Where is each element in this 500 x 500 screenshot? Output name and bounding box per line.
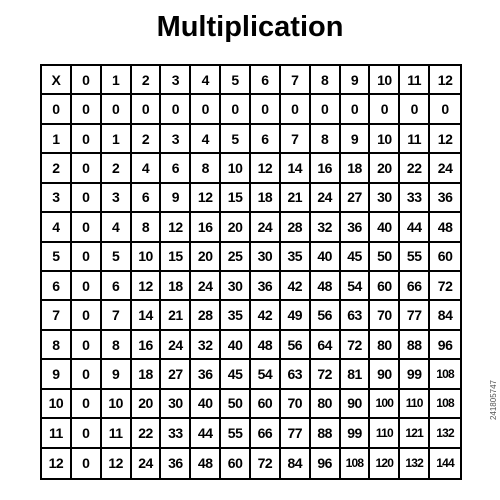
table-cell: 6	[102, 272, 132, 301]
table-cell: 90	[370, 360, 400, 389]
corner-cell: X	[42, 66, 72, 95]
row-header-cell: 9	[42, 360, 72, 389]
table-cell: 40	[221, 331, 251, 360]
table-cell: 15	[221, 184, 251, 213]
table-cell: 0	[400, 95, 430, 124]
table-cell: 0	[191, 95, 221, 124]
table-cell: 33	[400, 184, 430, 213]
table-cell: 77	[400, 301, 430, 330]
table-cell: 42	[251, 301, 281, 330]
table-cell: 72	[311, 360, 341, 389]
table-cell: 84	[281, 449, 311, 478]
table-cell: 30	[370, 184, 400, 213]
table-cell: 4	[102, 213, 132, 242]
header-cell: 10	[370, 66, 400, 95]
table-cell: 66	[251, 419, 281, 448]
table-cell: 144	[436, 456, 454, 471]
table-cell: 45	[221, 360, 251, 389]
table-cell: 21	[161, 301, 191, 330]
row-header-cell: 2	[42, 154, 72, 183]
table-cell: 0	[311, 95, 341, 124]
table-cell: 20	[370, 154, 400, 183]
table-cell: 0	[72, 419, 102, 448]
table-cell: 14	[281, 154, 311, 183]
table-cell: 60	[370, 272, 400, 301]
table-cell: 11	[400, 125, 430, 154]
table-cell: 8	[102, 331, 132, 360]
table-cell: 72	[430, 272, 460, 301]
table-cell: 3	[161, 125, 191, 154]
table-cell: 108	[430, 390, 460, 419]
table-cell: 110	[370, 419, 400, 448]
table-cell: 28	[281, 213, 311, 242]
table-cell: 16	[191, 213, 221, 242]
table-cell: 12	[191, 184, 221, 213]
table-cell: 21	[281, 184, 311, 213]
table-cell: 80	[370, 331, 400, 360]
table-cell: 110	[400, 390, 430, 419]
table-cell: 48	[430, 213, 460, 242]
table-cell: 24	[161, 331, 191, 360]
table-cell: 63	[281, 360, 311, 389]
row-header-cell: 0	[42, 95, 72, 124]
table-cell: 56	[311, 301, 341, 330]
table-cell: 28	[191, 301, 221, 330]
table-cell: 44	[400, 213, 430, 242]
table-cell: 35	[221, 301, 251, 330]
row-header-cell: 3	[42, 184, 72, 213]
table-cell: 18	[341, 154, 371, 183]
table-cell: 32	[311, 213, 341, 242]
table-cell: 132	[400, 449, 430, 478]
table-cell: 40	[370, 213, 400, 242]
table-cell: 0	[72, 331, 102, 360]
header-cell: 4	[191, 66, 221, 95]
table-cell: 8	[311, 125, 341, 154]
table-cell: 6	[132, 184, 162, 213]
table-cell: 90	[341, 390, 371, 419]
row-header-cell: 5	[42, 243, 72, 272]
table-cell: 10	[370, 125, 400, 154]
table-cell: 35	[281, 243, 311, 272]
table-cell: 72	[341, 331, 371, 360]
table-cell: 10	[102, 390, 132, 419]
table-cell: 108	[341, 449, 371, 478]
table-cell: 56	[281, 331, 311, 360]
table-cell: 10	[221, 154, 251, 183]
table-cell: 55	[400, 243, 430, 272]
table-cell: 33	[161, 419, 191, 448]
page-title: Multiplication	[156, 11, 344, 43]
table-cell: 15	[161, 243, 191, 272]
table-cell: 99	[341, 419, 371, 448]
table-cell: 27	[161, 360, 191, 389]
table-cell: 100	[370, 390, 400, 419]
table-cell: 81	[341, 360, 371, 389]
row-header-cell: 11	[42, 419, 72, 448]
table-cell: 12	[132, 272, 162, 301]
table-cell: 0	[72, 449, 102, 478]
table-cell: 108	[430, 360, 460, 389]
table-cell: 24	[311, 184, 341, 213]
table-cell: 48	[251, 331, 281, 360]
table-cell: 18	[251, 184, 281, 213]
table-cell: 9	[102, 360, 132, 389]
table-cell: 84	[430, 301, 460, 330]
table-cell: 0	[161, 95, 191, 124]
table-cell: 0	[72, 301, 102, 330]
table-cell: 9	[341, 125, 371, 154]
table-cell: 132	[430, 419, 460, 448]
table-cell: 22	[400, 154, 430, 183]
table-cell: 80	[311, 390, 341, 419]
row-header-cell: 6	[42, 272, 72, 301]
table-cell: 77	[281, 419, 311, 448]
row-header-cell: 12	[42, 449, 72, 478]
table-cell: 55	[221, 419, 251, 448]
table-cell: 3	[102, 184, 132, 213]
table-cell: 70	[281, 390, 311, 419]
row-header-cell: 7	[42, 301, 72, 330]
table-cell: 7	[102, 301, 132, 330]
header-cell: 0	[72, 66, 102, 95]
table-cell: 20	[221, 213, 251, 242]
table-cell: 14	[132, 301, 162, 330]
table-cell: 24	[191, 272, 221, 301]
header-cell: 1	[102, 66, 132, 95]
table-cell: 96	[311, 449, 341, 478]
table-cell: 64	[311, 331, 341, 360]
table-cell: 66	[400, 272, 430, 301]
header-cell: 3	[161, 66, 191, 95]
table-cell: 40	[191, 390, 221, 419]
table-cell: 36	[191, 360, 221, 389]
table-cell: 70	[370, 301, 400, 330]
header-cell: 11	[400, 66, 430, 95]
header-cell: 8	[311, 66, 341, 95]
table-cell: 0	[72, 390, 102, 419]
table-cell: 0	[102, 95, 132, 124]
table-cell: 63	[341, 301, 371, 330]
table-cell: 54	[341, 272, 371, 301]
row-header-cell: 8	[42, 331, 72, 360]
table-cell: 44	[191, 419, 221, 448]
table-cell: 0	[251, 95, 281, 124]
table-cell: 11	[102, 419, 132, 448]
table-cell: 4	[132, 154, 162, 183]
header-cell: 12	[430, 66, 460, 95]
table-cell: 30	[221, 272, 251, 301]
table-cell: 0	[72, 272, 102, 301]
table-cell: 7	[281, 125, 311, 154]
table-cell: 60	[251, 390, 281, 419]
table-cell: 42	[281, 272, 311, 301]
table-cell: 48	[191, 449, 221, 478]
table-cell: 20	[191, 243, 221, 272]
table-cell: 45	[341, 243, 371, 272]
table-cell: 2	[132, 125, 162, 154]
table-cell: 48	[311, 272, 341, 301]
table-cell: 0	[430, 95, 460, 124]
header-cell: 6	[251, 66, 281, 95]
table-cell: 12	[430, 125, 460, 154]
table-cell: 12	[251, 154, 281, 183]
header-cell: 2	[132, 66, 162, 95]
table-cell: 24	[430, 154, 460, 183]
table-cell: 36	[430, 184, 460, 213]
table-cell: 99	[400, 360, 430, 389]
table-cell: 120	[370, 449, 400, 478]
table-cell: 49	[281, 301, 311, 330]
table-cell: 5	[221, 125, 251, 154]
table-cell: 4	[191, 125, 221, 154]
table-cell: 36	[251, 272, 281, 301]
table-cell: 18	[132, 360, 162, 389]
table-cell: 0	[341, 95, 371, 124]
table-cell: 16	[132, 331, 162, 360]
table-cell: 40	[311, 243, 341, 272]
table-cell: 96	[430, 331, 460, 360]
table-cell: 2	[102, 154, 132, 183]
table-cell: 16	[311, 154, 341, 183]
table-cell: 36	[341, 213, 371, 242]
table-cell: 8	[191, 154, 221, 183]
table-cell: 72	[251, 449, 281, 478]
table-cell: 9	[161, 184, 191, 213]
table-cell: 88	[311, 419, 341, 448]
table-cell: 0	[221, 95, 251, 124]
table-cell: 0	[72, 154, 102, 183]
table-cell: 30	[251, 243, 281, 272]
table-cell: 1	[102, 125, 132, 154]
table-cell: 0	[72, 125, 102, 154]
table-cell: 20	[132, 390, 162, 419]
table-cell: 0	[132, 95, 162, 124]
table-cell: 0	[281, 95, 311, 124]
table-cell: 5	[102, 243, 132, 272]
table-cell: 36	[161, 449, 191, 478]
header-cell: 9	[341, 66, 371, 95]
table-cell: 30	[161, 390, 191, 419]
table-cell: 27	[341, 184, 371, 213]
table-cell: 88	[400, 331, 430, 360]
table-cell: 10	[132, 243, 162, 272]
table-cell: 32	[191, 331, 221, 360]
table-cell: 60	[430, 243, 460, 272]
row-header-cell: 4	[42, 213, 72, 242]
table-cell: 0	[72, 213, 102, 242]
header-cell: 7	[281, 66, 311, 95]
table-cell: 0	[72, 243, 102, 272]
table-cell: 0	[72, 184, 102, 213]
table-cell: 12	[102, 449, 132, 478]
row-header-cell: 1	[42, 125, 72, 154]
multiplication-table	[40, 64, 462, 480]
table-cell: 0	[72, 360, 102, 389]
row-header-cell: 10	[42, 390, 72, 419]
table-cell: 8	[132, 213, 162, 242]
table-cell: 0	[72, 95, 102, 124]
header-cell: 5	[221, 66, 251, 95]
table-cell: 50	[221, 390, 251, 419]
table-cell: 121	[400, 419, 430, 448]
table-cell: 18	[161, 272, 191, 301]
table-cell: 24	[251, 213, 281, 242]
table-cell: 25	[221, 243, 251, 272]
table-cell: 54	[251, 360, 281, 389]
table-cell: 6	[161, 154, 191, 183]
table-cell: 22	[132, 419, 162, 448]
table-cell: 24	[132, 449, 162, 478]
table-cell: 12	[161, 213, 191, 242]
table-cell: 0	[370, 95, 400, 124]
table-cell: 50	[370, 243, 400, 272]
table-cell: 60	[221, 449, 251, 478]
table-cell: 6	[251, 125, 281, 154]
stock-id-watermark: 241805747	[489, 380, 498, 421]
